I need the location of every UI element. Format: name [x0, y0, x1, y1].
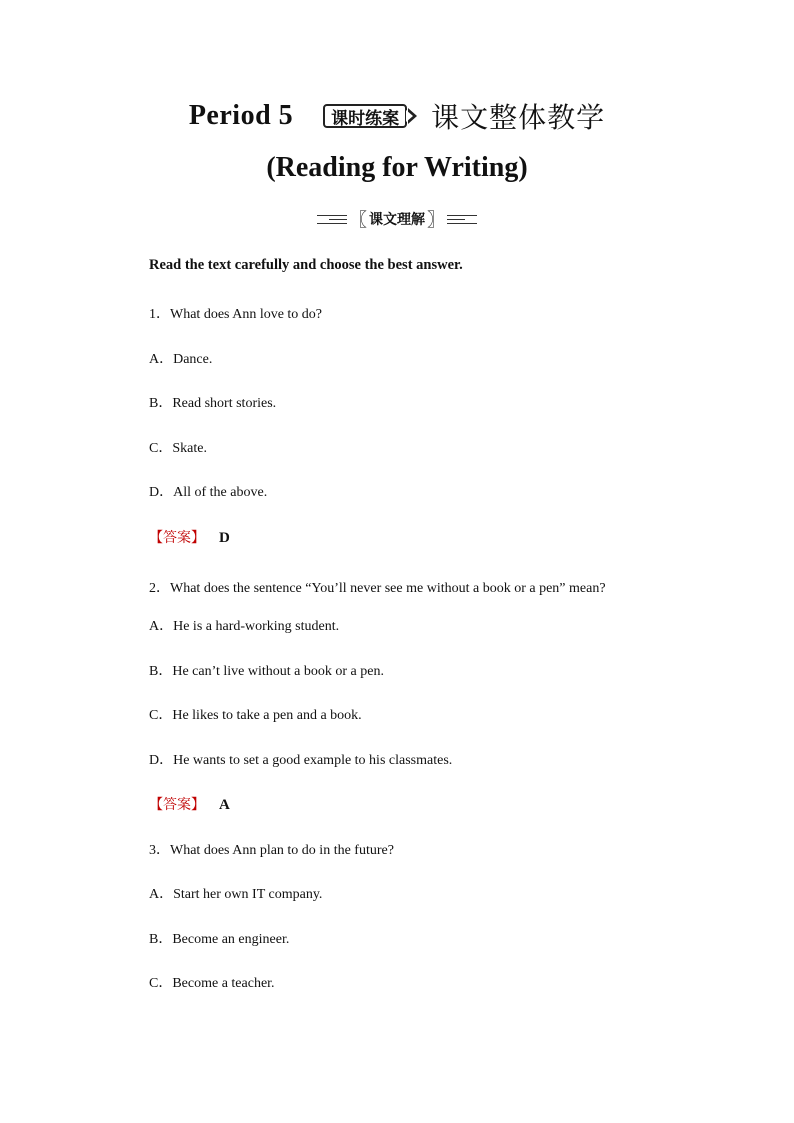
- tag-arrow-icon: [408, 108, 417, 124]
- period-title: Period 5: [188, 100, 294, 131]
- q2-option-b: B．He can’t live without a book or a pen.: [149, 663, 384, 679]
- instruction: Read the text carefully and choose the best answer.: [149, 257, 463, 273]
- decorative-lines-left-icon: [317, 215, 347, 224]
- q2-option-a: A．He is a hard-working student.: [149, 619, 340, 634]
- answer-label: 【答案】: [149, 797, 205, 813]
- section-header: [0, 206, 794, 232]
- subtitle: (Reading for Writing): [266, 152, 528, 183]
- q1-option-d: D．All of the above.: [149, 485, 268, 500]
- q2-option-d: D．He wants to set a good example to his classmates.: [149, 752, 453, 768]
- title-row: [0, 96, 794, 136]
- decorative-lines-right-icon: [447, 215, 477, 224]
- section-label: 课文理解: [369, 212, 425, 228]
- q3-option-a: A．Start her own IT company.: [149, 887, 323, 902]
- answer-value: D: [219, 529, 230, 546]
- bracket-right: 〗: [427, 210, 445, 231]
- document-body: [149, 255, 629, 1019]
- answer-label: 【答案】: [149, 529, 205, 546]
- question-1: 1．What does Ann love to do?: [149, 307, 323, 322]
- q3-option-c: C．Become a teacher.: [149, 976, 275, 991]
- q1-answer: [149, 528, 629, 549]
- q1-option-a: A．Dance.: [149, 351, 213, 367]
- q1-option-c: C．Skate.: [149, 440, 207, 456]
- question-2: 2．What does the sentence “You’ll never see me without a book or a pen” mean?: [149, 581, 606, 596]
- question-3: 3．What does Ann plan to do in the future?: [149, 842, 394, 858]
- q1-option-b: B．Read short stories.: [149, 396, 277, 411]
- q2-answer: [149, 795, 629, 816]
- bracket-left: 〖: [349, 210, 367, 231]
- chinese-title: 课文整体教学: [431, 101, 606, 134]
- q3-option-b: B．Become an engineer.: [149, 931, 290, 947]
- q2-option-c: C．He likes to take a pen and a book.: [149, 708, 362, 723]
- answer-value: A: [219, 797, 230, 813]
- lesson-tag: 课时练案: [323, 104, 407, 128]
